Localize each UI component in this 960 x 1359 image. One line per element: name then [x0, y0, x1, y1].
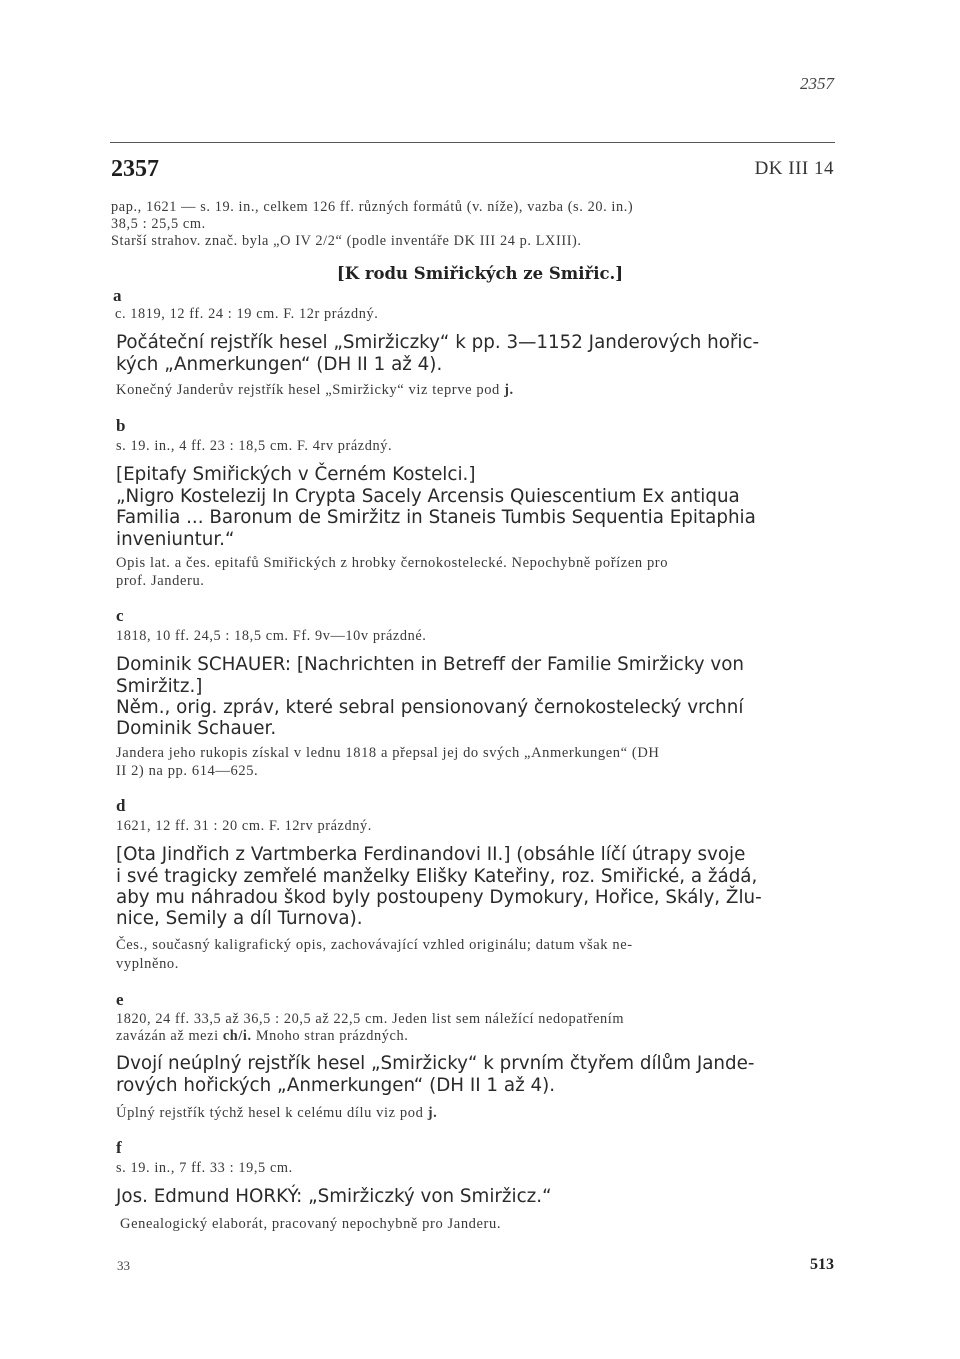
part-f-note-line: Genealogický elaborát, pracovaný nepochybně pro Janderu. [120, 1216, 502, 1232]
part-e-physical-text: Mnoho stran prázdných. [251, 1028, 409, 1044]
part-c-title-line: Dominik Schauer. [116, 718, 277, 739]
entry-number: 2357 [111, 156, 159, 182]
page-number: 513 [810, 1256, 834, 1273]
part-f-physical: s. 19. in., 7 ff. 33 : 19,5 cm. [116, 1160, 293, 1176]
part-c-title-line: Dominik SCHAUER: [Nachrichten in Betreff der Familie Smiržicky von [116, 654, 744, 675]
part-e-physical-line: 1820, 24 ff. 33,5 až 36,5 : 20,5 až 22,5 cm. Jeden list sem náležící nedopatřením [116, 1011, 625, 1027]
part-d-title-line: nice, Semily a díl Turnova). [116, 908, 363, 929]
entry-description-line: 38,5 : 25,5 cm. [111, 216, 206, 232]
part-a-title-line: kých „Anmerkungen“ (DH II 1 až 4). [116, 354, 443, 375]
part-c-physical: 1818, 10 ff. 24,5 : 18,5 cm. Ff. 9v—10v prázdné. [116, 628, 427, 644]
part-d-title-line: [Ota Jindřich z Vartmberka Ferdinandovi II.] (obsáhle líčí útrapy svoje [116, 844, 746, 865]
part-a-note-ref: j. [504, 382, 514, 398]
part-e-title-line: rových hořických „Anmerkungen“ (DH II 1 až 4). [116, 1075, 556, 1096]
part-c-note-line: II 2) na pp. 614—625. [116, 763, 259, 779]
part-b-note-line: Opis lat. a čes. epitafů Smiřických z hrobky černokostelecké. Nepochybně pořízen pro [116, 555, 669, 571]
part-b-title-line: Familia ... Baronum de Smiržitz in Staneis Tumbis Sequentia Epitaphia [116, 507, 756, 528]
entry-heading: [K rodu Smiřických ze Smiřic.] [336, 264, 624, 283]
part-c-note-line: Jandera jeho rukopis získal v lednu 1818 a přepsal jej do svých „Anmerkungen“ (DH [116, 745, 660, 761]
part-d-physical: 1621, 12 ff. 31 : 20 cm. F. 12rv prázdný. [116, 818, 372, 834]
part-e-note-text: Úplný rejstřík týchž hesel k celému dílu viz pod [116, 1105, 428, 1121]
entry-description-line: Starší strahov. znač. byla „O IV 2/2“ (podle inventáře DK III 24 p. LXIII). [111, 233, 582, 249]
part-e-title-line: Dvojí neúplný rejstřík hesel „Smiržicky“ k prvním čtyřem dílům Jande- [116, 1053, 755, 1074]
part-e-physical-line [116, 1028, 408, 1045]
part-d-title-line: aby mu náhradou škod byly postoupeny Dymokury, Hořice, Skály, Žlu- [116, 887, 762, 908]
part-letter-a: a [113, 286, 122, 305]
part-b-physical: s. 19. in., 4 ff. 23 : 18,5 cm. F. 4rv prázdný. [116, 438, 393, 454]
part-b-note-line: prof. Janderu. [116, 573, 205, 589]
part-d-note-line: vyplněno. [116, 956, 179, 972]
part-b-title-line: inveniuntur.“ [116, 529, 235, 550]
part-c-title-line: Smiržitz.] [116, 676, 203, 697]
part-letter-d: d [116, 796, 126, 815]
part-b-title-line: „Nigro Kostelezij In Crypta Sacely Arcensis Quiescentium Ex antiqua [116, 486, 740, 507]
part-c-title-line: Něm., orig. zpráv, které sebral pensionovaný černokostelecký vrchní [116, 697, 744, 718]
part-a-note [116, 382, 514, 399]
part-b-title-line: [Epitafy Smiřických v Černém Kostelci.] [116, 464, 476, 485]
part-a-title-line: Počáteční rejstřík hesel „Smiržiczky“ k pp. 3—1152 Janderových hořic- [116, 332, 760, 353]
part-a-physical: c. 1819, 12 ff. 24 : 19 cm. F. 12r prázdný. [115, 306, 379, 322]
sheet-number: 33 [117, 1258, 130, 1273]
part-e-physical-ref: ch/i. [222, 1028, 252, 1044]
part-letter-e: e [116, 990, 124, 1009]
part-e-note [116, 1105, 437, 1122]
part-e-physical-text: zavázán až mezi [116, 1028, 223, 1044]
shelf-signature: DK III 14 [754, 158, 834, 179]
part-d-note-line: Čes., současný kaligrafický opis, zachovávající vzhled originálu; datum však ne- [116, 937, 633, 953]
part-letter-f: f [116, 1138, 122, 1157]
part-e-note-ref: j. [427, 1105, 438, 1121]
part-a-note-text: Konečný Janderův rejstřík hesel „Smiržicky“ viz teprve pod [116, 382, 505, 398]
part-letter-c: c [116, 606, 124, 625]
header-rule [110, 142, 835, 143]
part-d-title-line: i své tragicky zemřelé manželky Elišky Kateřiny, roz. Smiřické, a žádá, [116, 866, 758, 887]
part-f-title-line: Jos. Edmund HORKÝ: „Smiržiczký von Smiržicz.“ [116, 1186, 552, 1207]
entry-description-line: pap., 1621 — s. 19. in., celkem 126 ff. různých formátů (v. níže), vazba (s. 20. in.) [111, 199, 634, 215]
part-letter-b: b [116, 416, 126, 435]
running-head: 2357 [800, 74, 834, 93]
